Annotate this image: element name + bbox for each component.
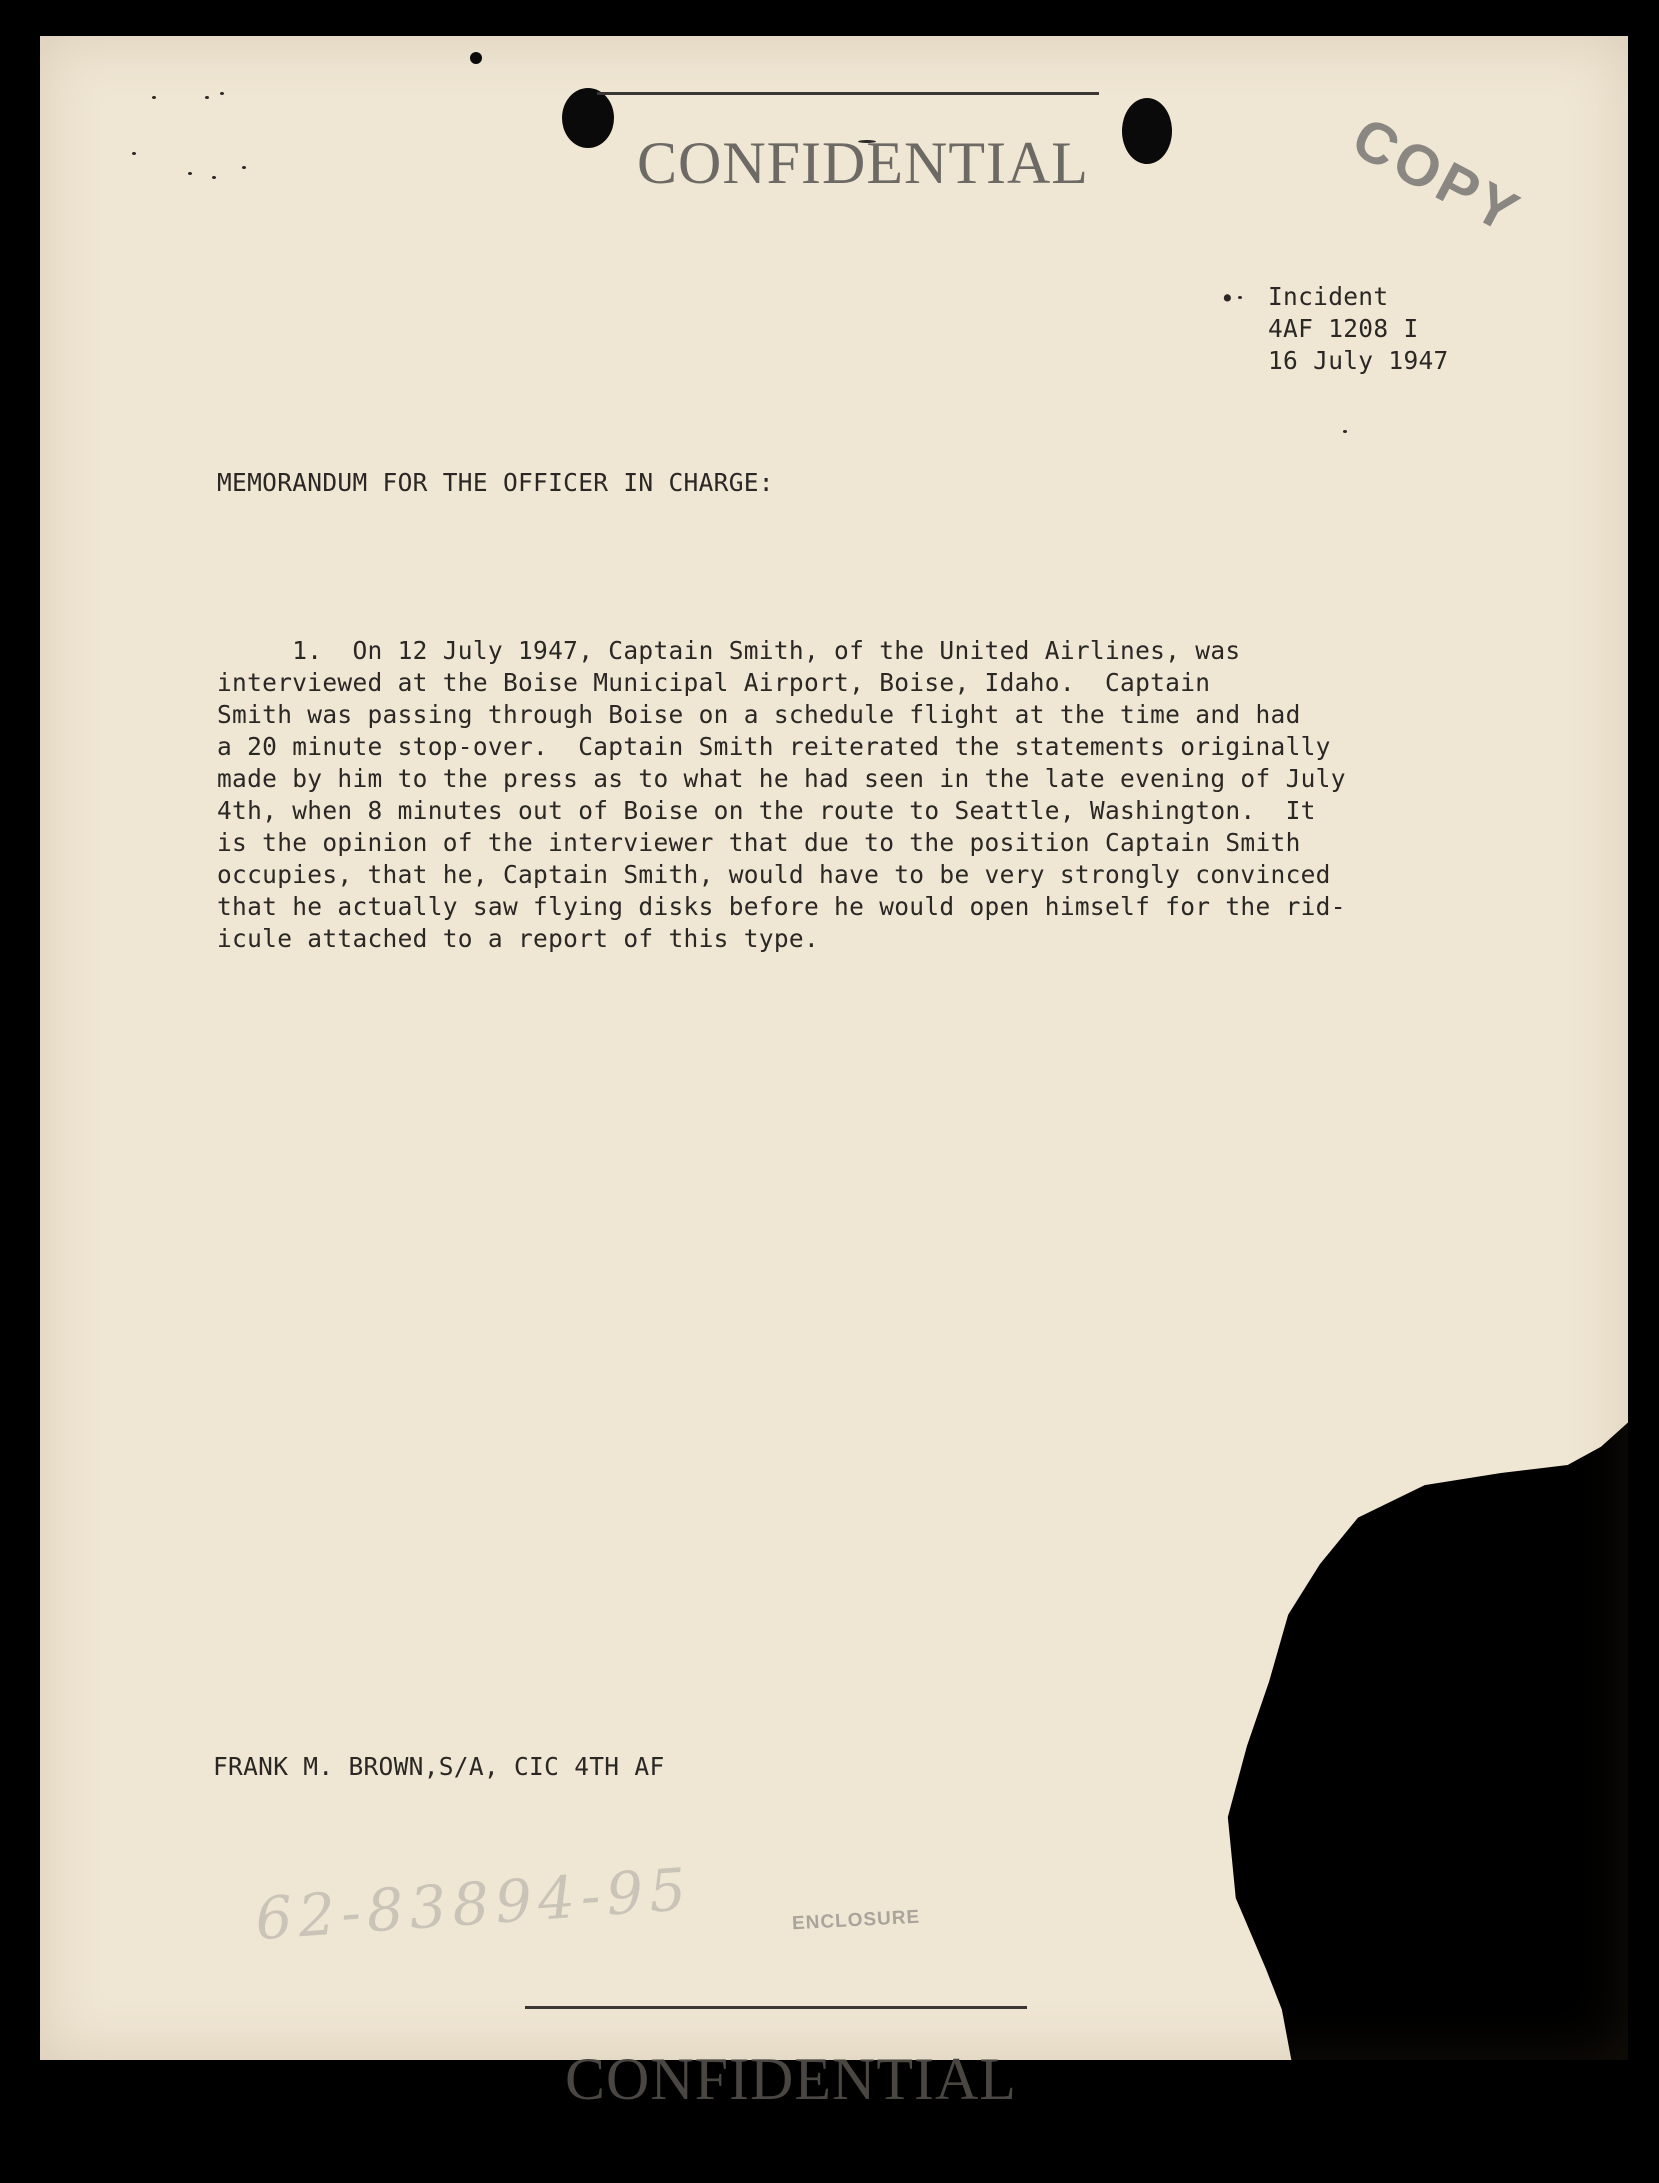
reference-bullet: • xyxy=(1220,284,1236,313)
footer-confidential-text: CONFIDENTIAL xyxy=(565,2046,1017,2112)
paragraph-line: 4th, when 8 minutes out of Boise on the route to Seattle, Washington. It xyxy=(217,796,1316,825)
memo-heading: MEMORANDUM FOR THE OFFICER IN CHARGE: xyxy=(217,468,774,497)
header-confidential-stamp xyxy=(605,60,1089,267)
footer-confidential-stamp xyxy=(533,1976,1017,2183)
speck xyxy=(152,96,156,99)
paragraph-line: icule attached to a report of this type. xyxy=(217,924,820,953)
copy-stamp: COPY xyxy=(1342,104,1532,247)
punch-hole-small xyxy=(470,52,482,64)
speck xyxy=(1343,430,1347,433)
signature-line: FRANK M. BROWN,S/A, CIC 4TH AF xyxy=(213,1752,665,1781)
speck xyxy=(205,96,209,99)
speck xyxy=(242,166,246,169)
footer-strike-line xyxy=(525,2006,1027,2009)
header-confidential-text: CONFIDENTIAL xyxy=(637,130,1089,196)
enclosure-stamp: ENCLOSURE xyxy=(791,1906,921,1935)
speck xyxy=(132,152,136,155)
paragraph-line: that he actually saw flying disks before he would open himself for the rid- xyxy=(217,892,1346,921)
paragraph-line: interviewed at the Boise Municipal Airport, Boise, Idaho. Captain xyxy=(217,668,1211,697)
paragraph-line: a 20 minute stop-over. Captain Smith reiterated the statements originally xyxy=(217,732,1331,761)
handwritten-file-number: 62-83894-95 xyxy=(253,1854,695,1954)
punch-hole-right xyxy=(1122,98,1172,164)
speck xyxy=(212,176,216,179)
header-strike-line xyxy=(597,92,1099,95)
paragraph-line: is the opinion of the interviewer that due to the position Captain Smith xyxy=(217,828,1301,857)
speck xyxy=(188,172,192,175)
paragraph-line: made by him to the press as to what he had seen in the late evening of July xyxy=(217,764,1346,793)
reference-date: 16 July 1947 xyxy=(1268,346,1449,375)
reference-number: 4AF 1208 I xyxy=(1268,314,1419,343)
paragraph-line: occupies, that he, Captain Smith, would have to be very strongly convinced xyxy=(217,860,1331,889)
speck xyxy=(220,92,224,95)
paragraph-line: 1. On 12 July 1947, Captain Smith, of the United Airlines, was xyxy=(217,636,1241,665)
speck xyxy=(1238,296,1242,299)
paragraph-line: Smith was passing through Boise on a schedule flight at the time and had xyxy=(217,700,1301,729)
reference-incident: Incident xyxy=(1268,282,1389,311)
